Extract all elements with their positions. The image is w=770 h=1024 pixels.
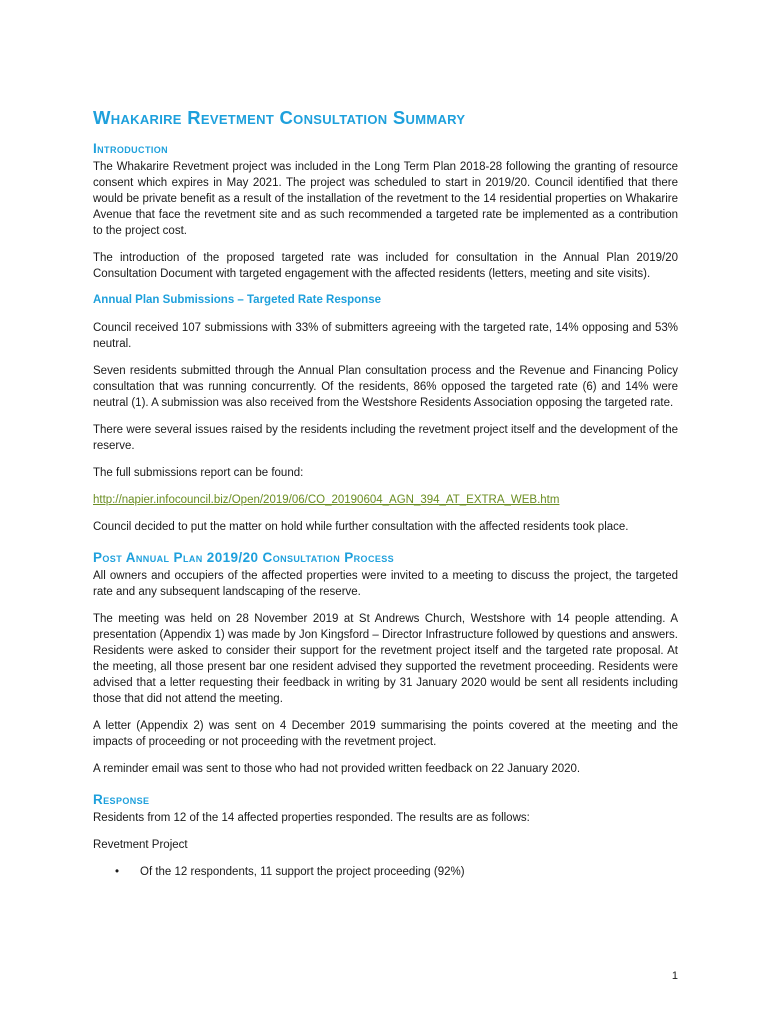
- section-heading-introduction: Introduction: [93, 141, 169, 156]
- paragraph: Council received 107 submissions with 33% of submitters agreeing with the targeted rate, 14% opposing and 53% neutral.: [93, 322, 678, 350]
- link-paragraph: [93, 492, 678, 508]
- document-title: Whakarire Revetment Consultation Summary: [93, 107, 466, 128]
- paragraph: The meeting was held on 28 November 2019 at St Andrews Church, Westshore with 14 people attending. A presentation (Appendix 1) was made by Jon Kingsford – Director Infrastructure followed by questions and answers. Residents were asked to consider their support for the revetment project itself and the targeted rate proposal. At the meeting, all those present bar one resident advised they supported the revetment proceeding. Residents were advised that a letter requesting their feedback in writing by 31 January 2020 would be sent all residents including those that did not attend the meeting.: [93, 613, 678, 705]
- paragraph: The introduction of the proposed targeted rate was included for consultation in the Annual Plan 2019/20 Consultation Document with targeted engagement with the affected residents (letters, meeting and site visits).: [93, 252, 678, 280]
- paragraph: The full submissions report can be found:: [93, 467, 304, 479]
- paragraph: Seven residents submitted through the Annual Plan consultation process and the Revenue and Financing Policy consultation that was running concurrently. Of the residents, 86% opposed the targeted rate (6) and 14% were neutral (1). A submission was also received from the Westshore Residents Association opposing the targeted rate.: [93, 365, 678, 409]
- section-heading-response: Response: [93, 792, 150, 807]
- paragraph: The Whakarire Revetment project was included in the Long Term Plan 2018-28 following the granting of resource consent which expires in May 2021. The project was scheduled to start in 2019/20. Council identified that there would be private benefit as a result of the installation of the revetment to the 14 residential properties on Whakarire Avenue that face the revetment site and as such recommended a targeted rate be implemented as a contribution to the project cost.: [93, 161, 678, 237]
- list-item-text: Of the 12 respondents, 11 support the project proceeding (92%): [140, 866, 465, 878]
- paragraph: A reminder email was sent to those who had not provided written feedback on 22 January 2020.: [93, 763, 581, 775]
- section-heading-post-annual-plan: Post Annual Plan 2019/20 Consultation Process: [93, 550, 395, 565]
- page-number: 1: [671, 970, 678, 982]
- list-item: [93, 864, 678, 880]
- paragraph: Revetment Project: [93, 839, 188, 851]
- paragraph: There were several issues raised by the residents including the revetment project itself and the development of the reserve.: [93, 424, 678, 452]
- paragraph: All owners and occupiers of the affected properties were invited to a meeting to discuss the project, the targeted rate and any subsequent landscaping of the reserve.: [93, 570, 678, 598]
- document-body: [93, 106, 678, 880]
- paragraph: Residents from 12 of the 14 affected properties responded. The results are as follows:: [93, 812, 530, 824]
- bullet-marker: •: [115, 866, 120, 878]
- paragraph: A letter (Appendix 2) was sent on 4 December 2019 summarising the points covered at the meeting and the impacts of proceeding or not proceeding with the revetment project.: [93, 720, 678, 748]
- bullet-list: [93, 864, 678, 880]
- subheading-annual-plan-submissions: Annual Plan Submissions – Targeted Rate Response: [93, 294, 381, 306]
- paragraph: Council decided to put the matter on hold while further consultation with the affected residents took place.: [93, 521, 629, 533]
- submissions-report-link[interactable]: http://napier.infocouncil.biz/Open/2019/06/CO_20190604_AGN_394_AT_EXTRA_WEB.htm: [93, 494, 560, 506]
